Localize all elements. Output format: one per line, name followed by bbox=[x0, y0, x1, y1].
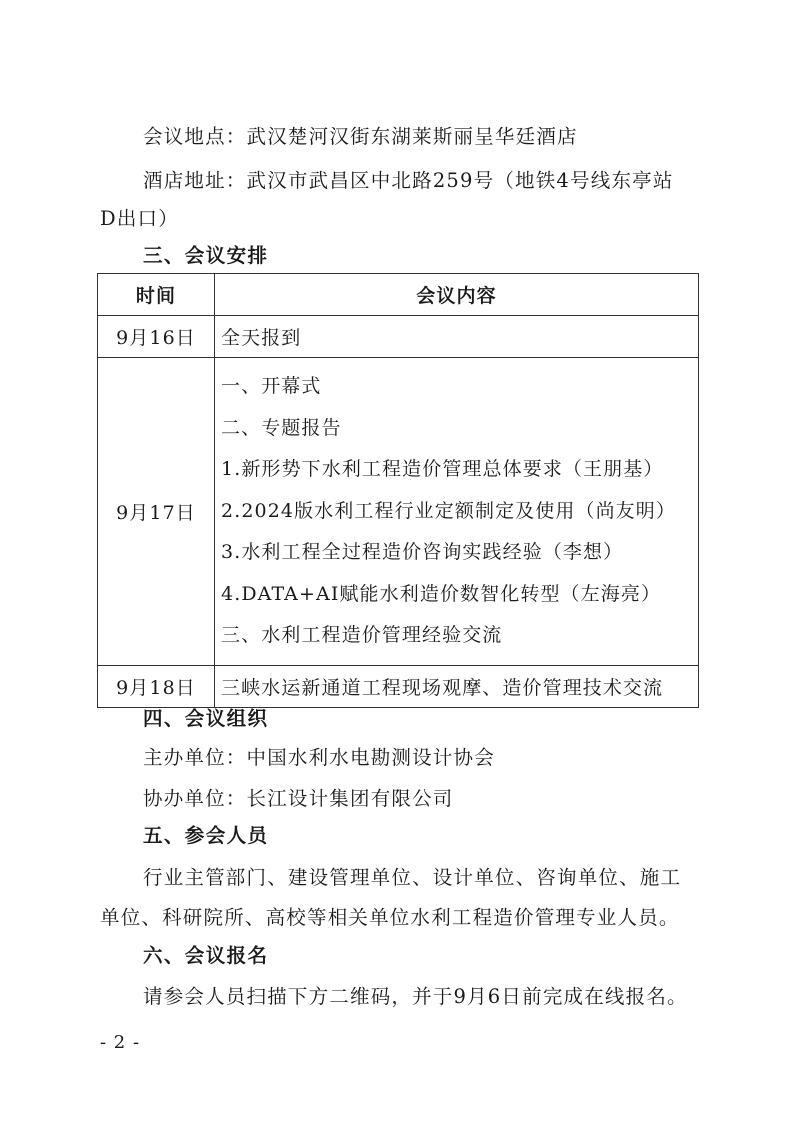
list-item: 4.DATA+AI赋能水利造价数智化转型（左海亮） bbox=[221, 582, 662, 605]
attendees-line1: 行业主管部门、建设管理单位、设计单位、咨询单位、施工 bbox=[143, 866, 682, 889]
section4-title: 四、会议组织 bbox=[143, 707, 269, 730]
list-item: 二、专题报告 bbox=[221, 416, 342, 439]
row-content: 全天报到 bbox=[215, 316, 699, 358]
row-date: 9月16日 bbox=[98, 316, 215, 358]
list-item: 1.新形势下水利工程造价管理总体要求（王朋基） bbox=[221, 458, 664, 480]
table-row bbox=[98, 316, 699, 358]
schedule-table bbox=[97, 273, 699, 708]
venue-value: 武汉楚河汉街东湖莱斯丽呈华廷酒店 bbox=[246, 125, 578, 148]
header-content: 会议内容 bbox=[215, 274, 699, 316]
agenda-list bbox=[215, 358, 698, 665]
list-item: 一、开幕式 bbox=[221, 375, 322, 397]
section5-title: 五、参会人员 bbox=[143, 824, 269, 847]
section3-title: 三、会议安排 bbox=[143, 244, 269, 267]
hotel-address-value: 武汉市武昌区中北路259号（地铁4号线东亭站 bbox=[246, 169, 674, 192]
header-time: 时间 bbox=[98, 274, 215, 316]
list-item: 3.水利工程全过程造价咨询实践经验（李想） bbox=[221, 541, 624, 563]
list-item: 2.2024版水利工程行业定额制定及使用（尚友明） bbox=[221, 499, 676, 522]
table-row bbox=[98, 358, 699, 666]
table-header-row bbox=[98, 274, 699, 316]
row-content bbox=[215, 358, 699, 666]
venue-line bbox=[143, 124, 578, 150]
host-line: 主办单位：中国水利水电勘测设计协会 bbox=[143, 746, 495, 769]
co-host-line: 协办单位：长江设计集团有限公司 bbox=[143, 787, 454, 810]
section6-title: 六、会议报名 bbox=[143, 944, 269, 967]
hotel-address-label: 酒店地址： bbox=[143, 169, 247, 192]
row-date: 9月18日 bbox=[98, 665, 215, 707]
registration-line: 请参会人员扫描下方二维码，并于9月6日前完成在线报名。 bbox=[143, 985, 688, 1008]
hotel-address-line1 bbox=[143, 168, 674, 194]
venue-label: 会议地点： bbox=[143, 125, 247, 148]
row-content: 三峡水运新通道工程现场观摩、造价管理技术交流 bbox=[215, 665, 699, 707]
hotel-address-line2: D出口） bbox=[100, 207, 179, 230]
attendees-line2: 单位、科研院所、高校等相关单位水利工程造价管理专业人员。 bbox=[100, 906, 680, 929]
row-date: 9月17日 bbox=[98, 358, 215, 666]
table-row bbox=[98, 665, 699, 707]
page-number: - 2 - bbox=[100, 1032, 141, 1053]
list-item: 三、水利工程造价管理经验交流 bbox=[221, 624, 503, 646]
